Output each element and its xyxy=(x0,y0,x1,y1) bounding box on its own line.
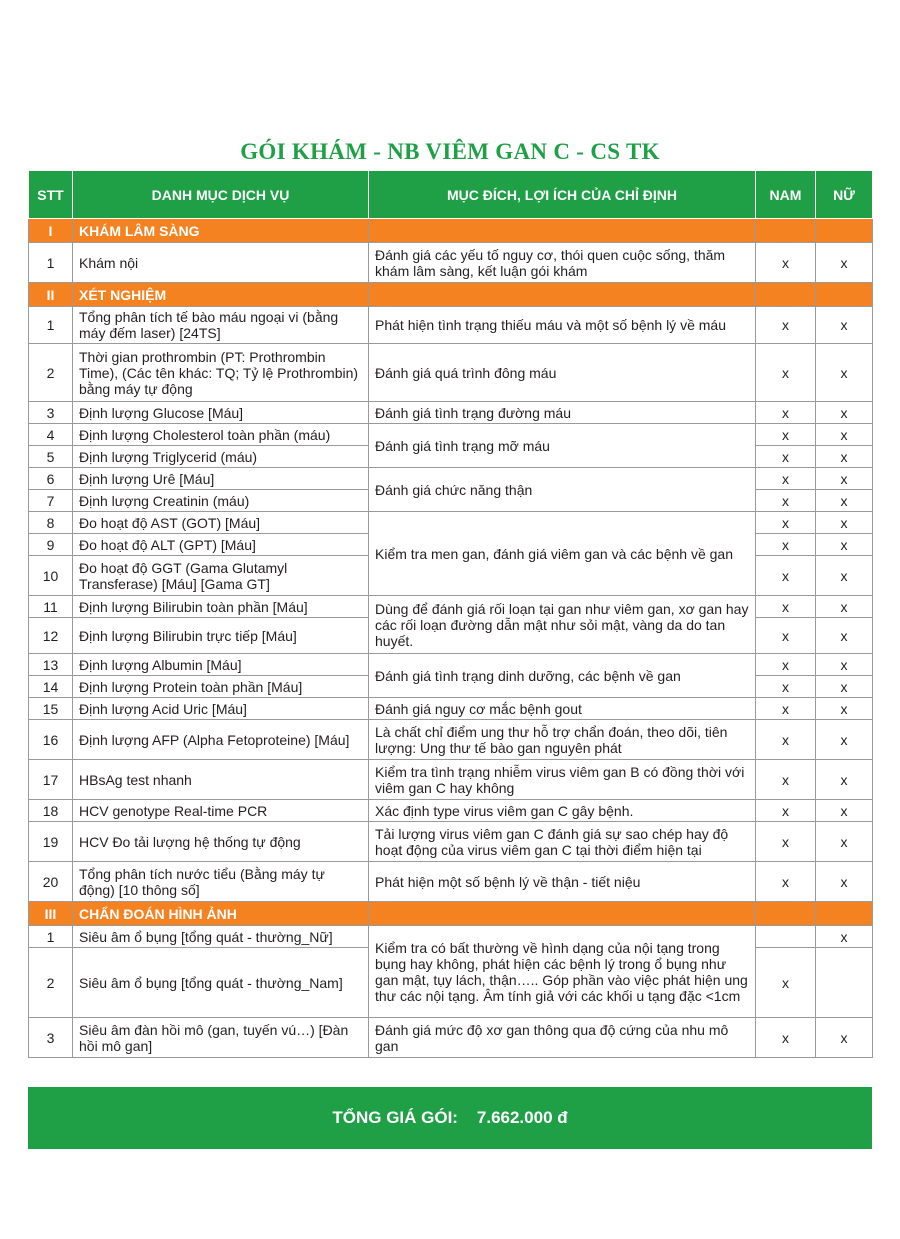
purpose-text: Kiểm tra có bất thường về hình dạng của nội tạng trong bụng hay không, phát hiện các bệnh lý trong ổ bụng như gan mật, tụy lách, thận….. Góp phần vào việc phát hiện ung thư các nội tạng. Âm tính giả với các khối u tạng đặc <1cm xyxy=(369,926,756,1018)
service-name: Đo hoạt độ ALT (GPT) [Máu] xyxy=(73,534,369,556)
purpose-text: Đánh giá mức độ xơ gan thông qua độ cứng của nhu mô gan xyxy=(369,1018,756,1058)
service-name: Định lượng Albumin [Máu] xyxy=(73,654,369,676)
service-name: HCV genotype Real-time PCR xyxy=(73,800,369,822)
table-row: 8 Đo hoạt độ AST (GOT) [Máu] Kiểm tra men gan, đánh giá viêm gan và các bệnh về gan x x xyxy=(29,512,873,534)
male-mark: x xyxy=(756,512,816,534)
table-row: 13 Định lượng Albumin [Máu] Đánh giá tình trạng dinh dưỡng, các bệnh về gan x x xyxy=(29,654,873,676)
purpose-text: Phát hiện tình trạng thiếu máu và một số bệnh lý về máu xyxy=(369,307,756,344)
table-row: 1 Khám nội Đánh giá các yếu tố nguy cơ, thói quen cuộc sống, thăm khám lâm sàng, kết luận gói khám x x xyxy=(29,243,873,283)
section-name: XÉT NGHIỆM xyxy=(73,283,369,307)
service-name: Định lượng Protein toàn phần [Máu] xyxy=(73,676,369,698)
table-row: 17 HBsAg test nhanh Kiểm tra tình trạng nhiễm virus viêm gan B có đồng thời với viêm gan C hay không x x xyxy=(29,760,873,800)
section-row xyxy=(29,902,873,926)
table-row: 5 Định lượng Triglycerid (máu) x x xyxy=(29,446,873,468)
table-row: 9 Đo hoạt độ ALT (GPT) [Máu] x x xyxy=(29,534,873,556)
purpose-text: Tải lượng virus viêm gan C đánh giá sự sao chép hay độ hoạt động của virus viêm gan C tại thời điểm hiện tại xyxy=(369,822,756,862)
female-mark: x xyxy=(816,556,873,596)
purpose-text: Đánh giá quá trình đông máu xyxy=(369,344,756,402)
male-mark: x xyxy=(756,800,816,822)
table-header-row xyxy=(29,171,873,219)
header-stt: STT xyxy=(29,171,73,219)
purpose-text: Là chất chỉ điểm ung thư hỗ trợ chẩn đoán, theo dõi, tiên lượng: Ung thư tế bào gan nguyên phát xyxy=(369,720,756,760)
male-mark: x xyxy=(756,698,816,720)
table-row: 11 Định lượng Bilirubin toàn phần [Máu] Dùng để đánh giá rối loạn tại gan như viêm gan, xơ gan hay các rối loạn đường dẫn mật như sỏi mật, vàng da do tan huyết. x x xyxy=(29,596,873,618)
header-service: DANH MỤC DỊCH VỤ xyxy=(73,171,369,219)
purpose-text: Đánh giá tình trạng dinh dưỡng, các bệnh về gan xyxy=(369,654,756,698)
female-mark: x xyxy=(816,446,873,468)
section-row xyxy=(29,283,873,307)
purpose-text: Đánh giá nguy cơ mắc bệnh gout xyxy=(369,698,756,720)
female-mark: x xyxy=(816,760,873,800)
table-row: 16 Định lượng AFP (Alpha Fetoproteine) [Máu] Là chất chỉ điểm ung thư hỗ trợ chẩn đoán, theo dõi, tiên lượng: Ung thư tế bào gan nguyên phát x x xyxy=(29,720,873,760)
service-name: Siêu âm ổ bụng [tổng quát - thường_Nữ] xyxy=(73,926,369,948)
male-mark: x xyxy=(756,402,816,424)
service-name: Định lượng Cholesterol toàn phần (máu) xyxy=(73,424,369,446)
table-row: 19 HCV Đo tải lượng hệ thống tự động Tải lượng virus viêm gan C đánh giá sự sao chép hay độ hoạt động của virus viêm gan C tại thời điểm hiện tại x x xyxy=(29,822,873,862)
male-mark: x xyxy=(756,243,816,283)
female-mark: x xyxy=(816,926,873,948)
female-mark: x xyxy=(816,698,873,720)
purpose-text: Đánh giá tình trạng đường máu xyxy=(369,402,756,424)
table-row: 7 Định lượng Creatinin (máu) x x xyxy=(29,490,873,512)
female-mark: x xyxy=(816,720,873,760)
male-mark: x xyxy=(756,676,816,698)
service-name: Đo hoạt độ GGT (Gama Glutamyl Transferase) [Máu] [Gama GT] xyxy=(73,556,369,596)
service-name: Định lượng Urê [Máu] xyxy=(73,468,369,490)
service-name: HBsAg test nhanh xyxy=(73,760,369,800)
total-amount: 7.662.000 đ xyxy=(476,1108,568,1127)
purpose-text: Dùng để đánh giá rối loạn tại gan như viêm gan, xơ gan hay các rối loạn đường dẫn mật như sỏi mật, vàng da do tan huyết. xyxy=(369,596,756,654)
male-mark: x xyxy=(756,720,816,760)
male-mark: x xyxy=(756,760,816,800)
male-mark: x xyxy=(756,618,816,654)
male-mark xyxy=(756,926,816,948)
female-mark: x xyxy=(816,344,873,402)
table-row: 2 Siêu âm ổ bụng [tổng quát - thường_Nam] x xyxy=(29,948,873,1018)
table-row: 12 Định lượng Bilirubin trực tiếp [Máu] x x xyxy=(29,618,873,654)
female-mark: x xyxy=(816,822,873,862)
female-mark: x xyxy=(816,618,873,654)
table-row: 10 Đo hoạt độ GGT (Gama Glutamyl Transferase) [Máu] [Gama GT] x x xyxy=(29,556,873,596)
male-mark: x xyxy=(756,490,816,512)
service-name: Định lượng Triglycerid (máu) xyxy=(73,446,369,468)
service-name: Định lượng Bilirubin toàn phần [Máu] xyxy=(73,596,369,618)
service-name: Siêu âm ổ bụng [tổng quát - thường_Nam] xyxy=(73,948,369,1018)
service-name: Tổng phân tích nước tiểu (Bằng máy tự động) [10 thông số] xyxy=(73,862,369,902)
service-name: Khám nội xyxy=(73,243,369,283)
table-row: 14 Định lượng Protein toàn phần [Máu] x x xyxy=(29,676,873,698)
table-row: 1 Siêu âm ổ bụng [tổng quát - thường_Nữ] Kiểm tra có bất thường về hình dạng của nội tạng trong bụng hay không, phát hiện các bệnh lý trong ổ bụng như gan mật, tụy lách, thận….. Góp phần vào việc phát hiện ung thư các nội tạng. Âm tính giả với các khối u tạng đặc <1cm x xyxy=(29,926,873,948)
section-number: I xyxy=(29,219,73,243)
male-mark: x xyxy=(756,862,816,902)
purpose-text: Kiểm tra men gan, đánh giá viêm gan và các bệnh về gan xyxy=(369,512,756,596)
female-mark: x xyxy=(816,402,873,424)
male-mark: x xyxy=(756,424,816,446)
service-name: Định lượng AFP (Alpha Fetoproteine) [Máu] xyxy=(73,720,369,760)
male-mark: x xyxy=(756,948,816,1018)
male-mark: x xyxy=(756,654,816,676)
section-number: II xyxy=(29,283,73,307)
header-male: NAM xyxy=(756,171,816,219)
male-mark: x xyxy=(756,344,816,402)
female-mark: x xyxy=(816,1018,873,1058)
table-row: 18 HCV genotype Real-time PCR Xác định type virus viêm gan C gây bệnh. x x xyxy=(29,800,873,822)
purpose-text: Đánh giá chức năng thận xyxy=(369,468,756,512)
female-mark: x xyxy=(816,512,873,534)
female-mark: x xyxy=(816,534,873,556)
female-mark: x xyxy=(816,490,873,512)
service-name: Siêu âm đàn hồi mô (gan, tuyến vú…) [Đàn hồi mô gan] xyxy=(73,1018,369,1058)
female-mark: x xyxy=(816,596,873,618)
female-mark: x xyxy=(816,468,873,490)
male-mark: x xyxy=(756,822,816,862)
section-number: III xyxy=(29,902,73,926)
male-mark: x xyxy=(756,534,816,556)
header-female: NỮ xyxy=(816,171,873,219)
total-label: TỔNG GIÁ GÓI: xyxy=(332,1108,458,1127)
service-name: Đo hoạt độ AST (GOT) [Máu] xyxy=(73,512,369,534)
page-title: GÓI KHÁM - NB VIÊM GAN C - CS TK xyxy=(240,139,660,164)
purpose-text: Xác định type virus viêm gan C gây bệnh. xyxy=(369,800,756,822)
service-name: Định lượng Bilirubin trực tiếp [Máu] xyxy=(73,618,369,654)
table-row: 6 Định lượng Urê [Máu] Đánh giá chức năng thận x x xyxy=(29,468,873,490)
table-row: 1 Tổng phân tích tế bào máu ngoại vi (bằng máy đếm laser) [24TS] Phát hiện tình trạng thiếu máu và một số bệnh lý về máu x x xyxy=(29,307,873,344)
table-row: 15 Định lượng Acid Uric [Máu] Đánh giá nguy cơ mắc bệnh gout x x xyxy=(29,698,873,720)
service-name: Định lượng Creatinin (máu) xyxy=(73,490,369,512)
female-mark: x xyxy=(816,800,873,822)
male-mark: x xyxy=(756,307,816,344)
male-mark: x xyxy=(756,446,816,468)
purpose-text: Đánh giá tình trạng mỡ máu xyxy=(369,424,756,468)
section-name: KHÁM LÂM SÀNG xyxy=(73,219,369,243)
table-row: 4 Định lượng Cholesterol toàn phần (máu) Đánh giá tình trạng mỡ máu x x xyxy=(29,424,873,446)
service-name: Định lượng Acid Uric [Máu] xyxy=(73,698,369,720)
female-mark xyxy=(816,948,873,1018)
table-row: 20 Tổng phân tích nước tiểu (Bằng máy tự động) [10 thông số] Phát hiện một số bệnh lý về thận - tiết niệu x x xyxy=(29,862,873,902)
table-row: 2 Thời gian prothrombin (PT: Prothrombin Time), (Các tên khác: TQ; Tỷ lệ Prothrombin) bằng máy tự động Đánh giá quá trình đông máu x x xyxy=(29,344,873,402)
table-row: 3 Siêu âm đàn hồi mô (gan, tuyến vú…) [Đàn hồi mô gan] Đánh giá mức độ xơ gan thông qua độ cứng của nhu mô gan x x xyxy=(29,1018,873,1058)
service-name: Tổng phân tích tế bào máu ngoại vi (bằng máy đếm laser) [24TS] xyxy=(73,307,369,344)
service-name: Thời gian prothrombin (PT: Prothrombin Time), (Các tên khác: TQ; Tỷ lệ Prothrombin) bằng máy tự động xyxy=(73,344,369,402)
female-mark: x xyxy=(816,424,873,446)
female-mark: x xyxy=(816,243,873,283)
female-mark: x xyxy=(816,654,873,676)
male-mark: x xyxy=(756,468,816,490)
male-mark: x xyxy=(756,596,816,618)
purpose-text: Đánh giá các yếu tố nguy cơ, thói quen cuộc sống, thăm khám lâm sàng, kết luận gói khám xyxy=(369,243,756,283)
purpose-text: Kiểm tra tình trạng nhiễm virus viêm gan B có đồng thời với viêm gan C hay không xyxy=(369,760,756,800)
male-mark: x xyxy=(756,556,816,596)
section-name: CHẨN ĐOÁN HÌNH ẢNH xyxy=(73,902,369,926)
purpose-text: Phát hiện một số bệnh lý về thận - tiết niệu xyxy=(369,862,756,902)
header-purpose: MỤC ĐÍCH, LỢI ÍCH CỦA CHỈ ĐỊNH xyxy=(369,171,756,219)
female-mark: x xyxy=(816,862,873,902)
table-row: 3 Định lượng Glucose [Máu] Đánh giá tình trạng đường máu x x xyxy=(29,402,873,424)
total-price-bar xyxy=(28,1087,872,1149)
service-table xyxy=(28,170,873,1058)
male-mark: x xyxy=(756,1018,816,1058)
service-name: Định lượng Glucose [Máu] xyxy=(73,402,369,424)
service-name: HCV Đo tải lượng hệ thống tự động xyxy=(73,822,369,862)
section-row xyxy=(29,219,873,243)
female-mark: x xyxy=(816,307,873,344)
female-mark: x xyxy=(816,676,873,698)
